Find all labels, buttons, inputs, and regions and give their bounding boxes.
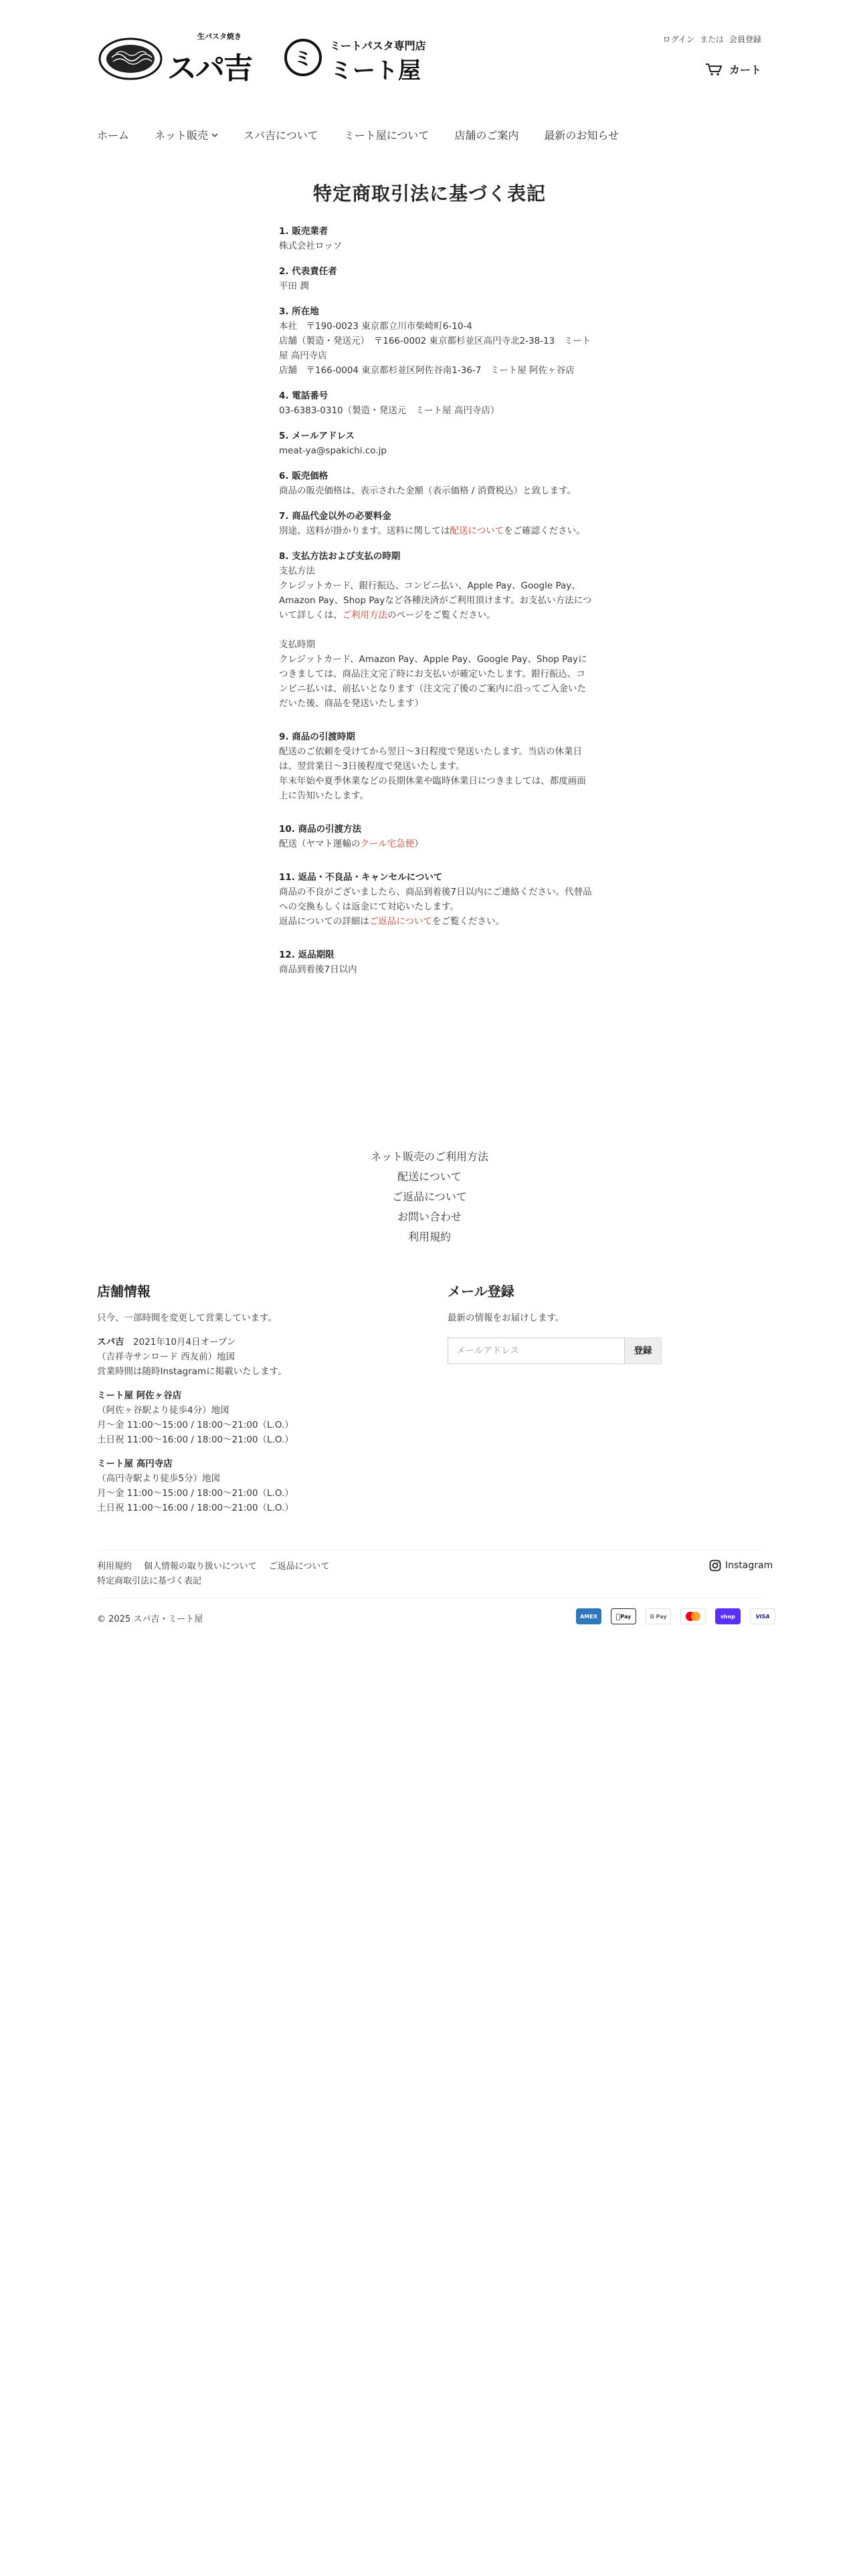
shipping-info-link[interactable]: 配送について xyxy=(450,526,504,536)
login-link[interactable]: ログイン xyxy=(662,35,694,44)
section-payment xyxy=(279,549,593,711)
store-hours: 月〜金 11:00〜15:00 / 18:00〜21:00（L.O.） xyxy=(97,1420,294,1430)
nav-stores[interactable]: 店舗のご案内 xyxy=(454,129,519,142)
main-nav xyxy=(97,127,644,142)
payment-method-heading: 支払方法 xyxy=(279,566,315,576)
cart-icon xyxy=(705,63,723,76)
meatya-mark-icon xyxy=(284,39,322,76)
copyright: © 2025 スパ吉・ミート屋 xyxy=(97,1614,203,1624)
address-line: 本社 〒190-0023 東京都立川市柴崎町6-10-4 xyxy=(279,321,472,332)
section-title: 10. 商品の引渡方法 xyxy=(279,824,362,835)
chevron-down-icon xyxy=(211,132,218,138)
footer-link-returns[interactable]: ご返品について xyxy=(392,1190,467,1203)
payment-timing-heading: 支払時期 xyxy=(279,639,315,650)
nav-news[interactable]: 最新のお知らせ xyxy=(544,129,619,142)
text: 別途、送料が掛かります。送料に関しては xyxy=(279,526,450,536)
section-price xyxy=(279,469,593,498)
store-hours: 土日祝 11:00〜16:00 / 18:00〜21:00（L.O.） xyxy=(97,1434,294,1445)
store-hours: 土日祝 11:00〜16:00 / 18:00〜21:00（L.O.） xyxy=(97,1503,294,1513)
text: 返品についての詳細は xyxy=(279,916,369,927)
section-address xyxy=(279,304,593,378)
section-title: 8. 支払方法および支払の時期 xyxy=(279,551,401,562)
google-pay-icon: G Pay xyxy=(646,1608,671,1624)
section-body: meat-ya@spakichi.co.jp xyxy=(279,445,387,456)
footer-link-terms[interactable]: 利用規約 xyxy=(407,1230,451,1243)
store-info xyxy=(97,1284,418,1525)
meatya-tagline: ミートパスタ専門店 xyxy=(330,39,426,52)
instagram-icon xyxy=(709,1560,721,1572)
usage-guide-link[interactable]: ご利用方法 xyxy=(342,610,387,621)
footer-link-usage[interactable]: ネット販売のご利用方法 xyxy=(370,1150,488,1163)
section-delivery-time xyxy=(279,730,593,803)
store-info-title: 店舗情報 xyxy=(97,1283,151,1299)
email-input[interactable]: メールアドレス xyxy=(448,1337,625,1364)
store-name: スパ吉 xyxy=(97,1337,124,1348)
store-map-link[interactable]: （高円寺駅より徒歩5分）地図 xyxy=(97,1473,221,1484)
text: をご確認ください。 xyxy=(504,526,585,536)
apple-pay-icon xyxy=(611,1608,636,1624)
spakichi-tagline: 生パスタ焼き xyxy=(197,32,242,41)
section-body: 株式会社ロッソ xyxy=(279,241,343,251)
store-map-link[interactable]: （阿佐ヶ谷駅より徒歩4分）地図 xyxy=(97,1405,229,1416)
legal-links xyxy=(97,1560,498,1589)
section-title: 1. 販売業者 xyxy=(279,226,328,237)
text: 配送（ヤマト運輸の xyxy=(279,839,361,849)
text: をご覧ください。 xyxy=(432,916,504,927)
section-body xyxy=(279,524,593,538)
payment-icons xyxy=(576,1608,775,1624)
footer-divider xyxy=(97,1598,762,1599)
store-name: ミート屋 阿佐ヶ谷店 xyxy=(97,1390,182,1401)
section-phone xyxy=(279,389,593,418)
store-name: ミート屋 高円寺店 xyxy=(97,1459,173,1469)
cart-label: カート xyxy=(729,64,761,76)
newsletter-title: メール登録 xyxy=(448,1283,514,1299)
address-line: 店舗（製造・発送元） 〒166-0002 東京都杉並区高円寺北2-38-13 ミート屋 高円寺店 xyxy=(279,336,591,361)
or-text: または xyxy=(699,35,724,44)
subscribe-button[interactable]: 登録 xyxy=(625,1337,662,1364)
section-body xyxy=(279,578,593,623)
address-line: 店舗 〒166-0004 東京都杉並区阿佐谷南1-36-7 ミート屋 阿佐ヶ谷店 xyxy=(279,365,575,376)
section-body xyxy=(279,914,593,929)
section-seller xyxy=(279,224,593,253)
site-header xyxy=(0,0,859,120)
legal-terms-link[interactable]: 利用規約 xyxy=(97,1562,132,1572)
footer-divider xyxy=(97,1550,762,1551)
store-map-link[interactable]: （吉祥寺サンロード 西友前）地図 xyxy=(97,1352,235,1362)
instagram-link[interactable] xyxy=(709,1560,773,1572)
section-body xyxy=(279,837,593,851)
section-title: 11. 返品・不良品・キャンセルについて xyxy=(279,872,443,883)
store-spakichi xyxy=(97,1335,418,1379)
store-hours: 営業時間は随時Instagramに掲載いたします。 xyxy=(97,1366,287,1377)
section-title: 4. 電話番号 xyxy=(279,391,328,401)
visa-icon: VISA xyxy=(750,1608,775,1624)
section-title: 12. 返品期限 xyxy=(279,950,335,960)
nav-home[interactable]: ホーム xyxy=(97,129,130,142)
legal-returns-link[interactable]: ご返品について xyxy=(268,1562,330,1572)
newsletter xyxy=(448,1284,762,1364)
account-links xyxy=(663,33,761,45)
meatya-logo[interactable] xyxy=(284,27,432,87)
section-extra-fees xyxy=(279,509,593,538)
section-title: 9. 商品の引渡時期 xyxy=(279,732,355,742)
store-notice: 只今、一部時間を変更して営業しています。 xyxy=(97,1313,277,1323)
tokusho-content xyxy=(279,224,593,988)
section-body: 03-6383-0310（製造・発送元 ミート屋 高円寺店） xyxy=(279,405,500,416)
cool-delivery-link[interactable]: クール宅急便 xyxy=(360,839,415,849)
newsletter-form xyxy=(448,1337,762,1364)
section-body: 商品の不良がございましたら、商品到着後7日以内にご連絡ください。代替品への交換もしくは返金にて対応いたします。 xyxy=(279,887,592,912)
spakichi-name: スパ吉 xyxy=(167,51,252,86)
section-body: 年末年始や夏季休業などの長期休業や臨時休業日につきましては、都度画面上に告知いたします。 xyxy=(279,776,586,801)
shop-pay-icon: shop xyxy=(715,1608,741,1624)
section-email xyxy=(279,429,593,458)
nav-online-shop-label: ネット販売 xyxy=(155,129,209,142)
spakichi-logo[interactable] xyxy=(97,27,264,87)
section-return-period xyxy=(279,948,593,977)
mastercard-icon xyxy=(680,1608,706,1624)
register-link[interactable]: 会員登録 xyxy=(729,35,761,44)
cart-button[interactable] xyxy=(705,62,761,77)
meatya-mark-text: ミ xyxy=(293,47,312,70)
nav-online-shop[interactable] xyxy=(155,127,218,142)
section-delivery-method xyxy=(279,822,593,851)
store-open-date: 2021年10月4日オープン xyxy=(133,1337,236,1348)
section-body: 平田 潤 xyxy=(279,281,309,292)
mastercard-circles-icon xyxy=(684,1611,702,1622)
store-hours: 月〜金 11:00〜15:00 / 18:00〜21:00（L.O.） xyxy=(97,1488,294,1499)
section-title: 6. 販売価格 xyxy=(279,471,328,481)
footer-link-list xyxy=(0,1147,859,1247)
footer-link-shipping[interactable]: 配送について xyxy=(397,1170,462,1183)
legal-privacy-link[interactable]: 個人情報の取り扱いについて xyxy=(144,1562,257,1572)
section-returns xyxy=(279,870,593,929)
section-title: 3. 所在地 xyxy=(279,306,319,317)
page-title: 特定商取引法に基づく表記 xyxy=(312,183,546,205)
instagram-label: Instagram xyxy=(725,1560,773,1571)
meatya-name: ミート屋 xyxy=(330,58,421,84)
section-title: 2. 代表責任者 xyxy=(279,266,337,277)
section-representative xyxy=(279,264,593,294)
store-koenji xyxy=(97,1457,418,1515)
nav-about-meatya[interactable]: ミート屋について xyxy=(343,129,430,142)
section-title: 5. メールアドレス xyxy=(279,431,355,441)
section-body: クレジットカード、Amazon Pay、Apple Pay、Google Pay、Shop Payにつきましては、商品注文完了時にお支払いが確定いたします。銀行振込、コンビニ払いは、前払いとなります（注文完了後のご案内に沿ってご入金いただいた後、商品を発送いたします） xyxy=(279,654,587,709)
footer-link-contact[interactable]: お問い合わせ xyxy=(397,1210,462,1223)
section-body: 商品到着後7日以内 xyxy=(279,964,357,975)
text: クレジットカード、銀行振込、コンビニ払い、Apple Pay、Google Pay、Amazon Pay、Shop Payなど各種決済がご利用頂けます。お支払い方法について詳しくは、 xyxy=(279,580,592,621)
text: のページをご覧ください。 xyxy=(387,610,496,621)
nav-about-spakichi[interactable]: スパ吉について xyxy=(244,129,318,142)
section-body: 商品の販売価格は、表示された金額（表示価格 / 消費税込）と致します。 xyxy=(279,486,577,496)
newsletter-desc: 最新の情報をお届けします。 xyxy=(448,1313,565,1323)
text: ） xyxy=(414,839,423,849)
legal-tokusho-link[interactable]: 特定商取引法に基づく表記 xyxy=(97,1576,202,1586)
section-title: 7. 商品代金以外の必要料金 xyxy=(279,511,391,522)
section-body: 配送のご依頼を受けてから翌日〜3日程度で発送いたします。当店の休業日は、翌営業日〜3日後程度で発送いたします。 xyxy=(279,746,583,772)
apple-pay-label: Pay xyxy=(617,1613,629,1620)
site-logo[interactable] xyxy=(97,27,438,87)
amex-icon: AMEX xyxy=(576,1608,601,1624)
returns-link[interactable]: ご返品について xyxy=(369,916,432,927)
store-asagaya xyxy=(97,1388,418,1447)
